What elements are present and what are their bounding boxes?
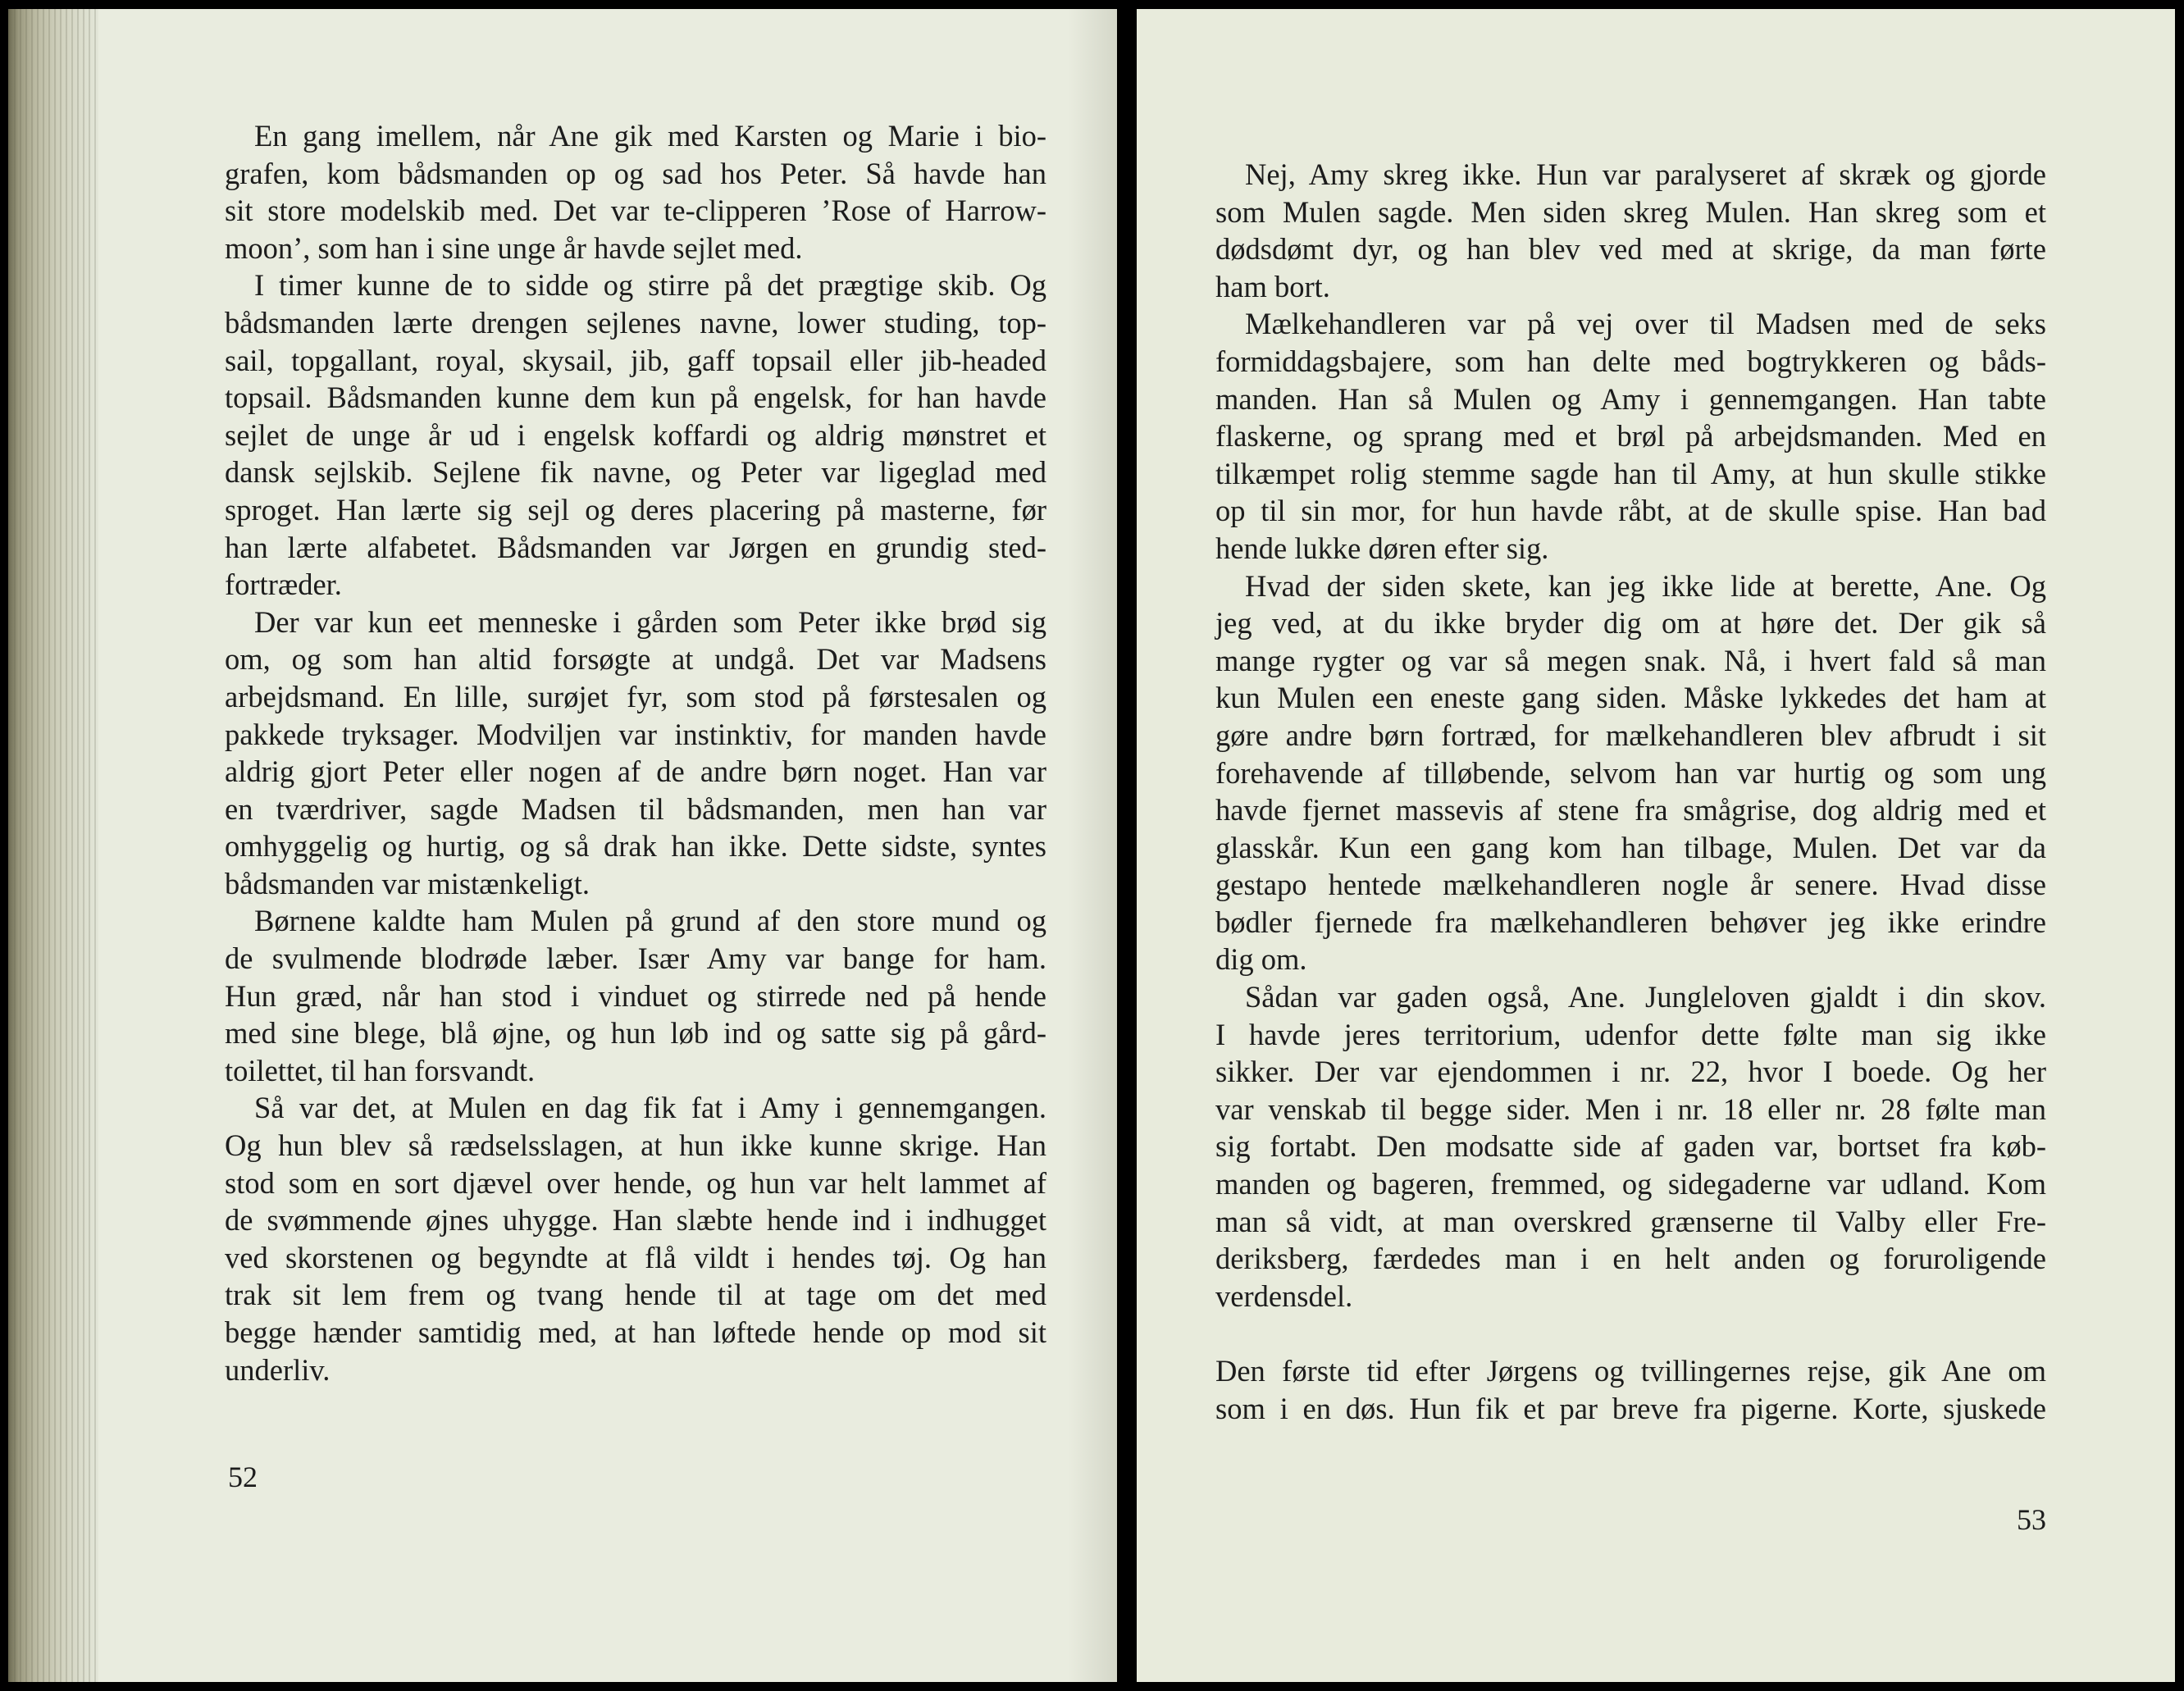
text-line: Mælkehandleren var på vej over til Madsen med de seks bbox=[1245, 307, 2046, 341]
text-line: Så var det, at Mulen en dag fik fat i Amy i gennemgangen. bbox=[254, 1091, 1046, 1125]
text-line: en tværdriver, sagde Madsen til bådsmanden, men han var bbox=[225, 791, 1046, 826]
text-line: sikker. Der var ejendommen i nr. 22, hvor I boede. Og her bbox=[1215, 1055, 2046, 1089]
text-line: jeg ved, at du ikke bryder dig om at høre det. Der gik så bbox=[1215, 606, 2046, 640]
text-line: mange rygter og var så megen snak. Nå, i hvert fald så man bbox=[1215, 643, 2046, 677]
text-line: Børnene kaldte ham Mulen på grund af den store mund og bbox=[254, 904, 1046, 938]
text-line: grafen, kom bådsmanden op og sad hos Peter. Så havde han bbox=[225, 156, 1046, 190]
text-line: manden. Han så Mulen og Amy i gennemgangen. Han tabte bbox=[1215, 381, 2046, 416]
text-line: underliv. bbox=[225, 1352, 331, 1387]
right-page-text bbox=[1215, 156, 2046, 1428]
text-line: bødler fjernede fra mælkehandleren behøver jeg ikke erindre bbox=[1215, 905, 2046, 939]
text-line: manden og bageren, fremmed, og sidegaderne var udland. Kom bbox=[1215, 1167, 2046, 1201]
text-line: Nej, Amy skreg ikke. Hun var paralyseret af skræk og gjorde bbox=[1245, 157, 2046, 191]
text-line: Der var kun eet menneske i gården som Peter ikke brød sig bbox=[254, 604, 1046, 639]
text-line: Hvad der siden skete, kan jeg ikke lide at berette, Ane. Og bbox=[1245, 568, 2046, 603]
text-line: op til sin mor, for hun havde råbt, at de skulle spise. Han bad bbox=[1215, 494, 2046, 528]
text-line: gestapo hentede mælkehandleren nogle år senere. Hvad disse bbox=[1215, 868, 2046, 902]
text-line: han lærte alfabetet. Bådsmanden var Jørgen en grundig sted- bbox=[225, 530, 1046, 564]
text-line: Og hun blev så rædselsslagen, at hun ikke kunne skrige. Han bbox=[225, 1128, 1046, 1163]
text-line: bådsmanden var mistænkeligt. bbox=[225, 866, 590, 900]
text-line: omhyggelig og hurtig, og så drak han ikke. Dette sidste, syntes bbox=[225, 829, 1046, 864]
text-line: topsail. Bådsmanden kunne dem kun på engelsk, for han havde bbox=[225, 381, 1046, 415]
text-line: toilettet, til han forsvandt. bbox=[225, 1053, 536, 1087]
text-line: sail, topgallant, royal, skysail, jib, gaff topsail eller jib-headed bbox=[225, 343, 1046, 377]
text-line: de svulmende blodrøde læber. Især Amy var bange for ham. bbox=[225, 941, 1046, 976]
text-line: gøre andre børn fortræd, for mælkehandleren blev afbrudt i sit bbox=[1215, 718, 2046, 752]
page-number-left: 52 bbox=[228, 1461, 258, 1493]
text-line: de svømmende øjnes uhygge. Han slæbte hende ind i indhugget bbox=[225, 1203, 1046, 1237]
text-line: Hun græd, når han stod i vinduet og stirrede ned på hende bbox=[225, 978, 1046, 1013]
text-line: havde fjernet massevis af stene fra smågrise, dog aldrig med et bbox=[1215, 793, 2046, 827]
text-line: glasskår. Kun een gang kom han tilbage, Mulen. Det var da bbox=[1215, 830, 2046, 864]
text-line: flaskerne, og sprang med et brøl på arbejdsmanden. Med en bbox=[1215, 419, 2046, 454]
text-line: stod som en sort djævel over hende, og hun var helt lammet af bbox=[225, 1165, 1046, 1200]
text-line: med sine blege, blå øjne, og hun løb ind og satte sig på gård- bbox=[225, 1016, 1046, 1051]
text-line: ved skorstenen og begyndte at flå vildt i hendes tøj. Og han bbox=[225, 1240, 1046, 1274]
text-line: som Mulen sagde. Men siden skreg Mulen. Han skreg som et bbox=[1215, 194, 2046, 229]
text-line: moon’, som han i sine unge år havde sejlet med. bbox=[225, 230, 803, 265]
text-line: verdensdel. bbox=[1215, 1279, 1353, 1313]
text-line: Sådan var gaden også, Ane. Jungleloven gjaldt i din skov. bbox=[1245, 980, 2046, 1014]
text-line: hende lukke døren efter sig. bbox=[1215, 531, 1549, 565]
text-line: dansk sejlskib. Sejlene fik navne, og Peter var ligeglad med bbox=[225, 455, 1046, 490]
text-line: dig om. bbox=[1215, 942, 1307, 977]
text-line: om, og som han altid forsøgte at undgå. Det var Madsens bbox=[225, 642, 1046, 677]
text-line: deriksberg, færdedes man i en helt anden og foruroligende bbox=[1215, 1242, 2046, 1276]
text-line: sit store modelskib med. Det var te-clipperen ’Rose of Harrow- bbox=[225, 194, 1046, 228]
text-line: aldrig gjort Peter eller nogen af de andre børn noget. Han var bbox=[225, 754, 1046, 789]
text-line: som i en døs. Hun fik et par breve fra pigerne. Korte, sjuskede bbox=[1215, 1392, 2046, 1425]
text-line: trak sit lem frem og tvang hende til at tage om det med bbox=[225, 1278, 1046, 1312]
text-line: ham bort. bbox=[1215, 269, 1330, 303]
gutter-shadow bbox=[1068, 9, 1117, 1682]
text-line: Den første tid efter Jørgens og tvillingernes rejse, gik Ane om bbox=[1215, 1354, 2046, 1388]
text-line: kun Mulen een eneste gang siden. Måske lykkedes det ham at bbox=[1215, 681, 2046, 715]
text-line: tilkæmpet rolig stemme sagde han til Amy, at hun skulle stikke bbox=[1215, 456, 2046, 490]
text-line: pakkede tryksager. Modviljen var instinktiv, for manden havde bbox=[225, 717, 1046, 751]
text-line: sproget. Han lærte sig sejl og deres placering på masterne, før bbox=[225, 492, 1046, 526]
text-line: En gang imellem, når Ane gik med Karsten og Marie i bio- bbox=[254, 119, 1046, 153]
text-line: I timer kunne de to sidde og stirre på det prægtige skib. Og bbox=[254, 268, 1046, 303]
page-number-right: 53 bbox=[2017, 1503, 2046, 1536]
text-line: forehavende af tilløbende, selvom han var hurtig og som ung bbox=[1215, 755, 2046, 790]
left-page-text bbox=[225, 117, 1046, 1388]
text-line: man så vidt, at man overskred grænserne til Valby eller Fre- bbox=[1215, 1204, 2046, 1238]
text-line: sig fortabt. Den modsatte side af gaden var, bortset fra køb- bbox=[1215, 1129, 2046, 1164]
text-line: sejlet de unge år ud i engelsk koffardi og aldrig mønstret et bbox=[225, 417, 1046, 452]
text-line: I havde jeres territorium, udenfor dette følte man sig ikke bbox=[1215, 1017, 2046, 1051]
text-line: bådsmanden lærte drengen sejlenes navne, lower studing, top- bbox=[225, 305, 1046, 340]
text-line: begge hænder samtidig med, at han løftede hende op mod sit bbox=[225, 1315, 1046, 1349]
text-line: fortræder. bbox=[225, 567, 342, 602]
text-line: dødsdømt dyr, og han blev ved med at skrige, da man førte bbox=[1215, 232, 2046, 267]
text-line: formiddagsbajere, som han delte med bogtrykkeren og båds- bbox=[1215, 344, 2046, 378]
text-line: var venskab til begge sider. Men i nr. 18 eller nr. 28 følte man bbox=[1215, 1092, 2046, 1126]
text-line: arbejdsmand. En lille, surøjet fyr, som stod på førstesalen og bbox=[225, 679, 1046, 713]
page-edge-stack bbox=[8, 9, 98, 1682]
